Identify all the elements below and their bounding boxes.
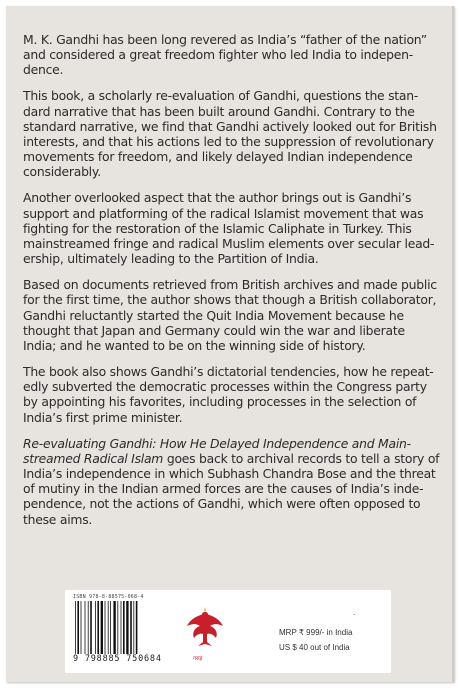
barcode-panel — [65, 590, 391, 673]
book-title-italic: Re-evaluating Gandhi: How He Delayed Independence and Main- streamed Radical Islam — [23, 435, 411, 466]
price-usd: US $ 40 out of India — [279, 643, 350, 652]
back-cover — [6, 6, 454, 682]
publisher-name: गरुड़ — [193, 656, 203, 662]
dot-mark: . — [353, 608, 356, 617]
blurb-paragraph-4: Based on documents retrieved from British archives and made public for the first time, the author shows that though a British collaborator, Gandhi reluctantly started the Quit India Movement because he thought that Japan and Germany could win the war and liberate India; and he wanted to be on the winning side of history. — [23, 277, 437, 354]
blurb-paragraph-3: Another overlooked aspect that the author brings out is Gandhi’s support and platforming of the radical Islamist movement that was fighting for the restoration of the Islamic Caliphate in Turkey. This mainstreamed fringe and radical Muslim elements over secular lead- ership, ultimately leading to the Partition of India. — [23, 190, 435, 267]
blurb-paragraph-2: This book, a scholarly re-evaluation of Gandhi, questions the stan- dard narrative that has been built around Gandhi. Contrary to the standard narrative, we find that Gandhi actively looked out for British interests, and that his actions led to the suppression of revolutionary movements for freedom, and likely delayed Indian independence considerably. — [23, 88, 437, 180]
isbn-label: ISBN 978-8-88575-068-4 — [73, 594, 144, 600]
blurb-paragraph-6-rest: goes back to archival records to tell a story of India’s independence in which Subhash Chandra Bose and the threat of mutiny in the Indian armed forces are the causes of India’s inde- pendence, not the actions of Gandhi, which were often opposed to these aims. — [23, 450, 440, 527]
blurb-paragraph-1: M. K. Gandhi has been long revered as India’s “father of the nation” and considered a great freedom fighter who led India to indepen- dence. — [23, 32, 427, 78]
publisher-logo-icon — [185, 606, 225, 652]
blurb-paragraph-5: The book also shows Gandhi’s dictatorial tendencies, how he repeat- edly subverted the democratic processes within the Congress party by appointing his favorites, including processes in the selection of India’s first prime minister. — [23, 364, 434, 425]
barcode — [74, 601, 150, 654]
blurb-paragraph-6 — [23, 436, 442, 527]
price-india: MRP ₹ 999/- in India — [279, 628, 353, 637]
blurb-text — [23, 32, 442, 538]
isbn-digits: 9 798885 750684 — [73, 654, 162, 664]
